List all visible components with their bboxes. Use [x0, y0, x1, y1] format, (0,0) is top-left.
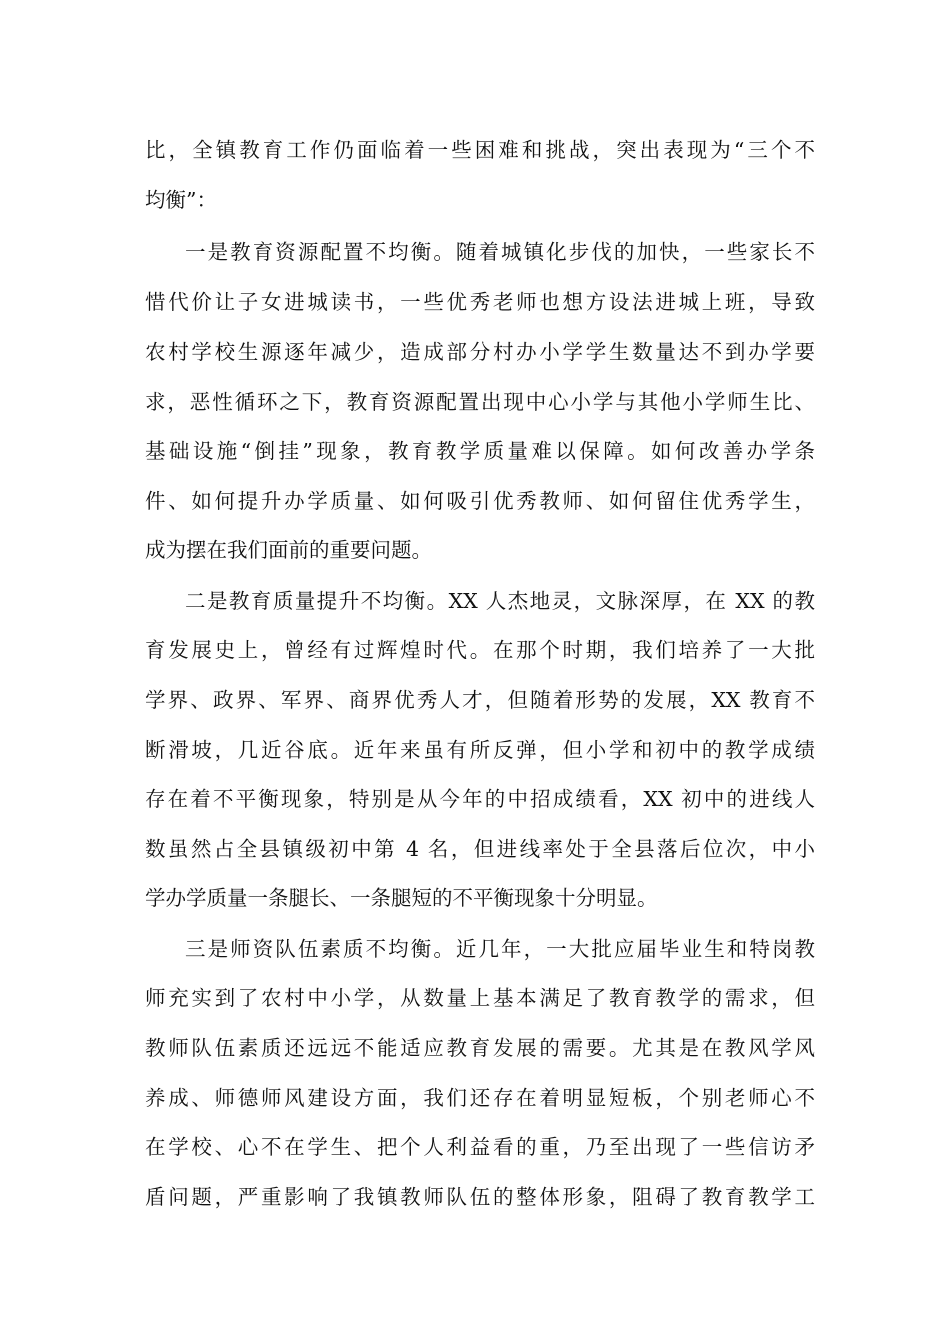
text-line: 基础设施“倒挂”现象，教育教学质量难以保障。如何改善办学条 [145, 439, 815, 463]
text-line: 育发展史上，曾经有过辉煌时代。在那个时期，我们培养了一大批 [145, 638, 815, 662]
text-line: 件、如何提升办学质量、如何吸引优秀教师、如何留住优秀学生， [145, 489, 815, 513]
text-line: 求，恶性循环之下，教育资源配置出现中心小学与其他小学师生比、 [145, 390, 815, 414]
text-line: 存在着不平衡现象，特别是从今年的中招成绩看，XX 初中的进线人 [145, 787, 815, 811]
paragraph-first-line: 三是师资队伍素质不均衡。近几年，一大批应届毕业生和特岗教 [185, 937, 815, 961]
text-line: 农村学校生源逐年减少，造成部分村办小学学生数量达不到办学要 [145, 340, 815, 364]
text-line: 成为摆在我们面前的重要问题。 [145, 538, 432, 562]
text-line: 数虽然占全县镇级初中第 4 名，但进线率处于全县落后位次，中小 [145, 837, 815, 861]
text-line: 学界、政界、军界、商界优秀人才，但随着形势的发展，XX 教育不 [145, 688, 815, 712]
text-line: 教师队伍素质还远远不能适应教育发展的需要。尤其是在教风学风 [145, 1036, 815, 1060]
text-line: 学办学质量一条腿长、一条腿短的不平衡现象十分明显。 [145, 886, 658, 910]
text-line: 惜代价让子女进城读书，一些优秀老师也想方设法进城上班，导致 [145, 290, 815, 314]
text-line: 师充实到了农村中小学，从数量上基本满足了教育教学的需求，但 [145, 986, 815, 1010]
text-line: 比，全镇教育工作仍面临着一些困难和挑战，突出表现为“三个不 [145, 138, 815, 162]
text-line: 均衡”： [145, 188, 217, 212]
text-line: 在学校、心不在学生、把个人利益看的重，乃至出现了一些信访矛 [145, 1135, 815, 1159]
paragraph-first-line: 一是教育资源配置不均衡。随着城镇化步伐的加快，一些家长不 [185, 240, 815, 264]
text-line: 养成、师德师风建设方面，我们还存在着明显短板，个别老师心不 [145, 1086, 815, 1110]
paragraph-first-line: 二是教育质量提升不均衡。XX 人杰地灵，文脉深厚，在 XX 的教 [185, 589, 815, 613]
text-line: 断滑坡，几近谷底。近年来虽有所反弹，但小学和初中的教学成绩 [145, 738, 815, 762]
text-line: 盾问题，严重影响了我镇教师队伍的整体形象，阻碍了教育教学工 [145, 1185, 815, 1209]
